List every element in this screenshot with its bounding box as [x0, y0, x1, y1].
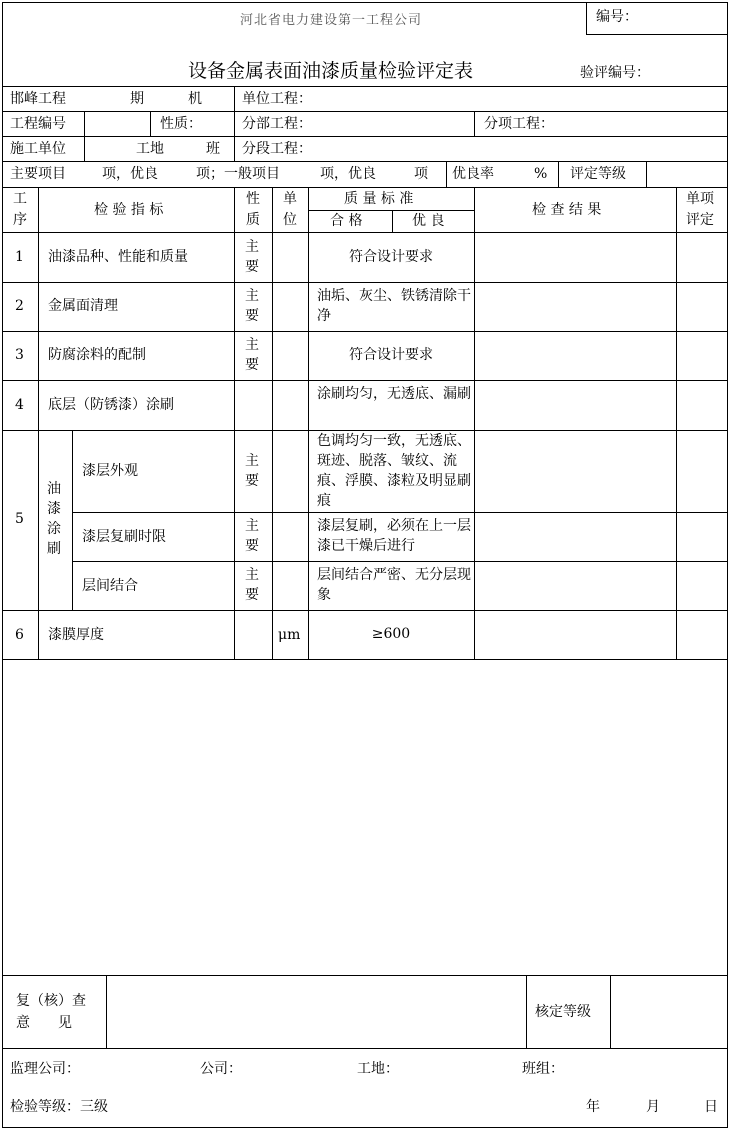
- row-nature: 主要: [245, 567, 259, 603]
- col-qualified: 合 格: [330, 213, 363, 229]
- line: [2, 610, 728, 611]
- row-no: 1: [15, 249, 24, 265]
- row-indicator: 漆层复刷时限: [82, 529, 166, 545]
- col-process: 工: [13, 191, 27, 207]
- line: [2, 659, 728, 660]
- line: [308, 187, 309, 659]
- row-indicator: 金属面清理: [48, 298, 118, 314]
- line: [646, 161, 647, 187]
- row-no: 2: [15, 298, 24, 314]
- line: [106, 975, 107, 1048]
- line: [272, 187, 273, 659]
- row-nature: 主要: [245, 288, 259, 324]
- line: [676, 187, 677, 659]
- col-single: 单项: [686, 191, 714, 207]
- row-standard: 涂刷均匀，无透底、漏刷: [317, 386, 471, 402]
- project-name: 邯峰工程: [10, 91, 66, 107]
- row-indicator: 防腐涂料的配制: [48, 347, 146, 363]
- page-title: 设备金属表面油漆质量检验评定表: [188, 60, 474, 82]
- number-box-left: [586, 2, 587, 35]
- percent-sign: %: [534, 166, 548, 182]
- group-label: 油漆涂刷: [47, 481, 61, 557]
- row-standard: 符合设计要求: [349, 249, 433, 265]
- final-grade-label: 核定等级: [535, 1004, 591, 1020]
- date-month: 月: [646, 1099, 660, 1115]
- items-excellent-label: 项，优良: [102, 166, 158, 182]
- row-indicator: 底层（防锈漆）涂刷: [48, 397, 174, 413]
- line: [38, 187, 39, 659]
- line: [2, 282, 728, 283]
- company-label: 公司：: [200, 1061, 242, 1077]
- line: [234, 86, 235, 161]
- line: [2, 187, 728, 188]
- items-excellent2-label: 项，优良: [320, 166, 376, 182]
- construction-unit-label: 施工单位: [10, 141, 66, 157]
- line: [2, 975, 728, 976]
- line: [474, 111, 475, 136]
- row-no: 4: [15, 397, 24, 413]
- line: [2, 331, 728, 332]
- line: [392, 210, 393, 232]
- col-unit-2: 位: [283, 212, 297, 228]
- line: [526, 975, 527, 1048]
- col-nature: 性: [246, 191, 260, 207]
- site-label: 工地: [136, 141, 164, 157]
- row-nature: 主要: [245, 518, 259, 554]
- row-nature: 主要: [245, 239, 259, 275]
- col-excellent: 优 良: [412, 213, 445, 229]
- row-no: 6: [15, 627, 24, 643]
- row-indicator: 漆层外观: [82, 463, 138, 479]
- row-standard: 符合设计要求: [349, 347, 433, 363]
- sub-project-label: 分部工程：: [242, 116, 312, 132]
- review-label-2: 意 见: [16, 1015, 72, 1031]
- row-nature: 主要: [245, 337, 259, 373]
- unit-project-label: 单位工程：: [242, 91, 312, 107]
- unit-label: 机: [188, 91, 202, 107]
- line: [2, 1048, 728, 1049]
- row-nature: 主要: [245, 453, 259, 489]
- line: [446, 161, 447, 187]
- row-no: 3: [15, 347, 24, 363]
- main-items-label: 主要项目: [10, 166, 66, 182]
- col-indicator: 检 验 指 标: [94, 202, 164, 218]
- eval-number-label: 验评编号：: [580, 65, 650, 81]
- line: [558, 161, 559, 187]
- col-process-2: 序: [13, 212, 27, 228]
- item-unit-label: 项: [414, 166, 428, 182]
- line: [72, 512, 728, 513]
- line: [2, 86, 728, 87]
- line: [308, 210, 474, 211]
- col-single-2: 评定: [686, 212, 714, 228]
- line: [84, 111, 85, 161]
- phase-label: 期: [130, 91, 144, 107]
- nature-label: 性质：: [160, 116, 202, 132]
- row-standard: 漆层复刷，必须在上一层漆已干燥后进行: [317, 518, 471, 554]
- site-label-footer: 工地：: [357, 1061, 399, 1077]
- item-project-label: 分项工程：: [484, 116, 554, 132]
- number-box-bottom: [586, 34, 728, 35]
- line: [2, 232, 728, 233]
- number-label: 编号：: [596, 9, 638, 25]
- section-project-label: 分段工程：: [242, 141, 312, 157]
- team-label: 班: [206, 141, 220, 157]
- line: [150, 111, 151, 136]
- line: [2, 380, 728, 381]
- col-result: 检 查 结 果: [532, 202, 602, 218]
- grade-label: 评定等级: [570, 166, 626, 182]
- row-indicator: 层间结合: [82, 578, 138, 594]
- line: [234, 187, 235, 659]
- project-no-label: 工程编号: [10, 116, 66, 132]
- col-nature-2: 质: [246, 212, 260, 228]
- line: [72, 561, 728, 562]
- col-standard: 质 量 标 准: [344, 191, 414, 207]
- supervision-label: 监理公司：: [10, 1061, 80, 1077]
- general-items-label: 项；一般项目: [196, 166, 280, 182]
- row-indicator: 油漆品种、性能和质量: [48, 249, 188, 265]
- row-standard: ≥600: [371, 626, 411, 642]
- row-standard: 层间结合严密、无分层现象: [317, 567, 471, 603]
- row-standard: 油垢、灰尘、铁锈清除干净: [317, 288, 471, 324]
- org-name-blurred: 河北省电力建设第一工程公司: [240, 13, 423, 28]
- line: [2, 161, 728, 162]
- row-standard: 色调均匀一致，无透底、斑迹、脱落、皱纹、流痕、浮膜、漆粒及明显刷痕: [317, 433, 471, 509]
- line: [474, 187, 475, 659]
- line: [610, 975, 611, 1048]
- date-day: 日: [704, 1099, 718, 1115]
- col-unit: 单: [283, 191, 297, 207]
- row-unit: μm: [278, 627, 301, 643]
- row-no: 5: [15, 511, 24, 527]
- line: [2, 111, 728, 112]
- inspection-level: 检验等级：三级: [10, 1099, 108, 1115]
- line: [72, 430, 73, 610]
- row-indicator: 漆膜厚度: [48, 627, 104, 643]
- team-label-footer: 班组：: [522, 1061, 564, 1077]
- line: [2, 136, 728, 137]
- excellent-rate-label: 优良率: [452, 166, 494, 182]
- date-year: 年: [586, 1099, 600, 1115]
- review-label: 复（核）查: [16, 993, 86, 1009]
